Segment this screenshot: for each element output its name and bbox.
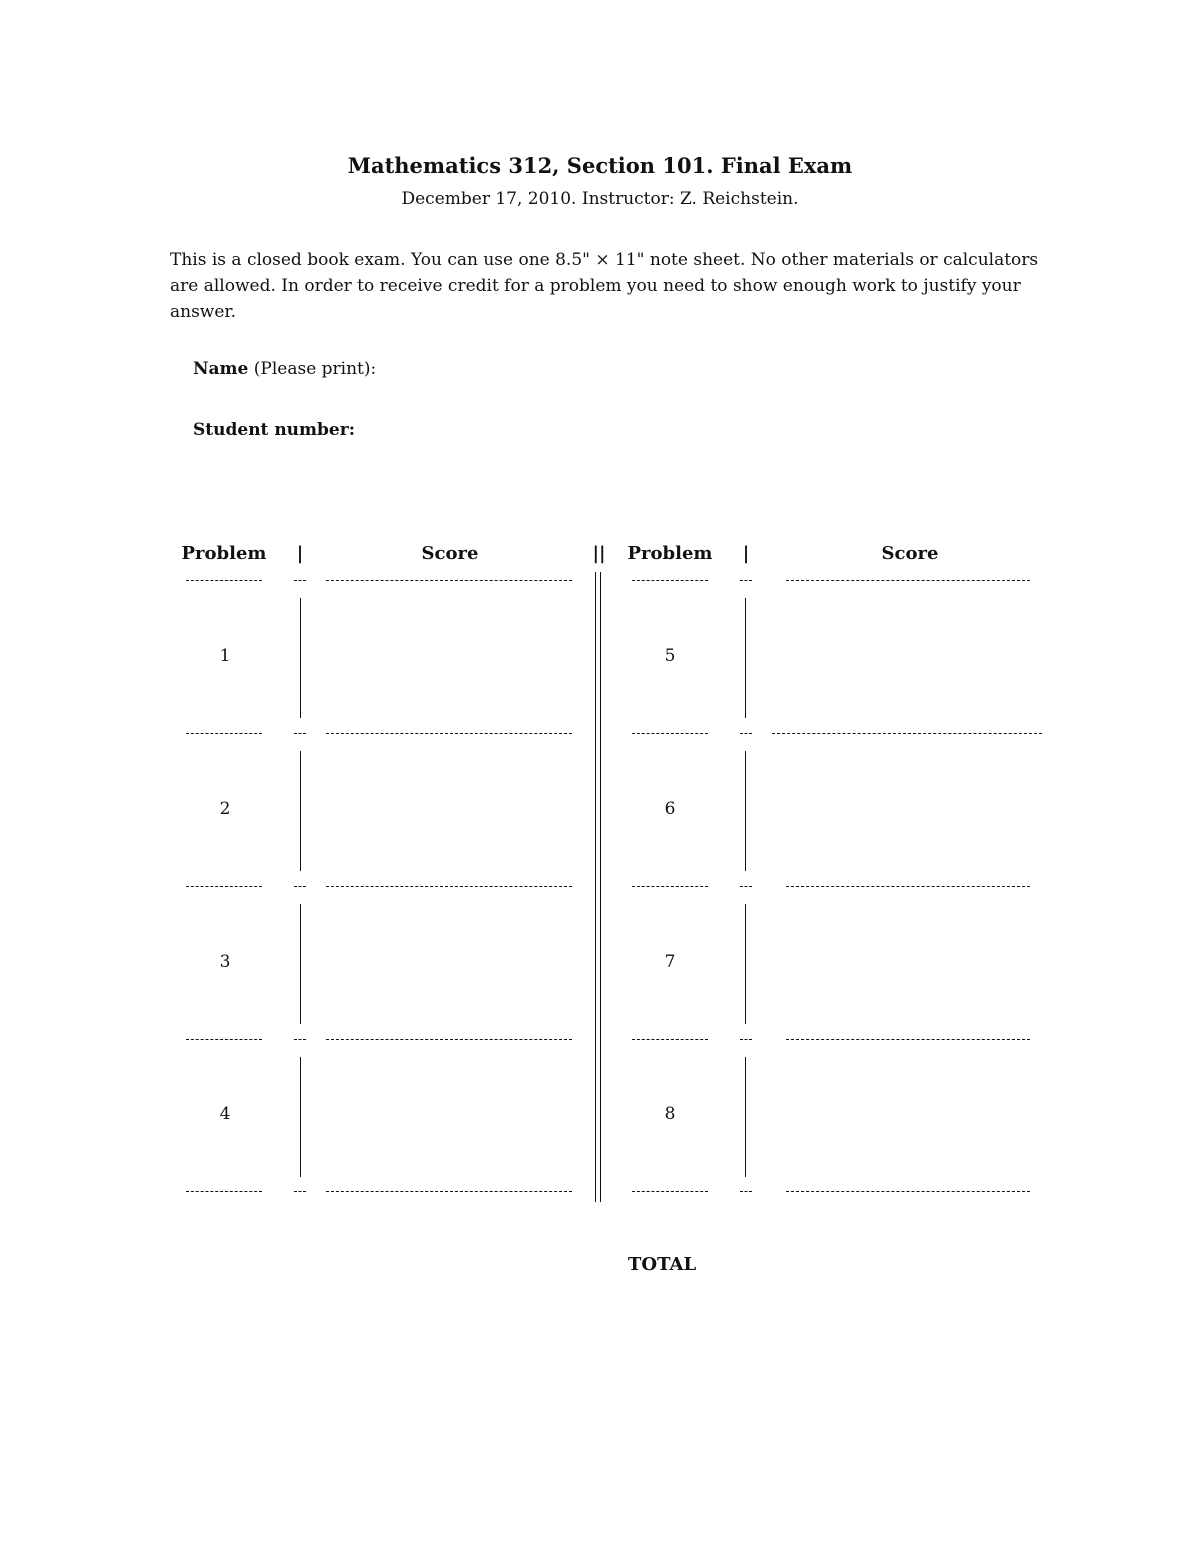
problem-number: 2 [219, 799, 231, 819]
rule-segment [632, 1039, 708, 1040]
rule-segment [786, 1039, 1030, 1040]
problem-number: 4 [219, 1104, 231, 1124]
problem-number: 5 [664, 646, 676, 666]
name-label: Name [193, 359, 249, 379]
rule-segment [294, 580, 306, 581]
total-label: TOTAL [628, 1254, 697, 1275]
student-number-label: Student number: [193, 420, 355, 440]
header-sep-middle: || [592, 543, 606, 564]
problem-number: 7 [664, 952, 676, 972]
column-separator [300, 598, 301, 718]
exam-subtitle: December 17, 2010. Instructor: Z. Reichstein. [401, 189, 799, 209]
exam-title: Mathematics 312, Section 101. Final Exam [347, 153, 853, 178]
column-separator [745, 904, 746, 1024]
rule-segment [632, 1191, 708, 1192]
header-problem-right: Problem [627, 543, 713, 564]
header-sep-left: | [296, 543, 304, 564]
problem-number: 1 [219, 646, 231, 666]
rule-segment [294, 886, 306, 887]
rule-segment [740, 1191, 752, 1192]
rule-segment [786, 580, 1030, 581]
rule-segment [186, 580, 262, 581]
name-field [193, 359, 376, 379]
exam-instructions: This is a closed book exam. You can use one 8.5" × 11" note sheet. No other materials or calculators are allowed. In order to receive credit for a problem you need to show enough work to justify your answer. [170, 250, 1039, 322]
rule-segment [740, 580, 752, 581]
column-separator [745, 751, 746, 871]
column-separator [300, 904, 301, 1024]
rule-segment [740, 886, 752, 887]
rule-segment [186, 1191, 262, 1192]
rule-segment [186, 886, 262, 887]
rule-segment [772, 733, 1042, 734]
rule-segment [740, 733, 752, 734]
rule-segment [326, 886, 572, 887]
column-separator [300, 751, 301, 871]
column-separator [745, 598, 746, 718]
rule-segment [740, 1039, 752, 1040]
rule-segment [632, 733, 708, 734]
rule-segment [186, 733, 262, 734]
name-hint: (Please print): [253, 359, 377, 379]
problem-number: 3 [219, 952, 231, 972]
middle-double-separator [595, 572, 601, 1202]
rule-segment [186, 1039, 262, 1040]
rule-segment [294, 733, 306, 734]
rule-segment [786, 1191, 1030, 1192]
rule-segment [632, 886, 708, 887]
rule-segment [326, 1039, 572, 1040]
rule-segment [326, 580, 572, 581]
rule-segment [326, 1191, 572, 1192]
rule-segment [326, 733, 572, 734]
header-score-left: Score [421, 543, 479, 564]
rule-segment [632, 580, 708, 581]
problem-number: 6 [664, 799, 676, 819]
column-separator [300, 1057, 301, 1177]
header-sep-right: | [742, 543, 750, 564]
problem-number: 8 [664, 1104, 676, 1124]
column-separator [745, 1057, 746, 1177]
header-problem-left: Problem [181, 543, 267, 564]
rule-segment [786, 886, 1030, 887]
rule-segment [294, 1191, 306, 1192]
header-score-right: Score [881, 543, 939, 564]
rule-segment [294, 1039, 306, 1040]
